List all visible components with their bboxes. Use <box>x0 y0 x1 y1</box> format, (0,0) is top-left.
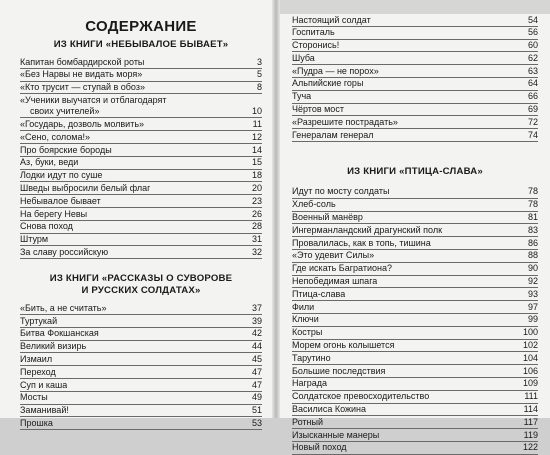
toc-entry <box>20 131 262 144</box>
toc-entry-title-line: «Бить, а не считать» <box>20 302 107 313</box>
toc-entry-title-line: Великий визирь <box>20 341 87 352</box>
toc-entry-page: 42 <box>251 328 262 339</box>
toc-entry <box>292 352 538 365</box>
toc-entry-title-line: Изысканные манеры <box>292 429 380 440</box>
toc-entry <box>292 301 538 314</box>
toc-entry-title-line: «Сено, солома!» <box>20 131 90 142</box>
toc-entry <box>20 353 262 366</box>
book-gutter <box>272 0 280 418</box>
toc-entry <box>20 195 262 208</box>
toc-entry <box>20 82 262 95</box>
toc-entry <box>20 221 262 234</box>
toc-entry <box>292 91 538 104</box>
toc-entry <box>20 170 262 183</box>
toc-entry-page: 12 <box>251 131 262 142</box>
toc-entry-title <box>292 340 394 351</box>
toc-entry-title-line: Шведы выбросили белый флаг <box>20 182 151 193</box>
book1-list <box>20 56 262 259</box>
toc-entry-title <box>20 392 48 403</box>
toc-entry-page: 5 <box>256 69 262 80</box>
toc-entry-page: 114 <box>523 404 538 415</box>
book2-heading-line2: И РУССКИХ СОЛДАТАХ» <box>81 285 201 297</box>
toc-entry <box>292 104 538 117</box>
toc-entry-title <box>20 183 150 194</box>
toc-entry-title-line: Про боярские бороды <box>20 144 112 155</box>
toc-entry-title-line: Измаил <box>20 353 53 364</box>
toc-entry <box>292 391 538 404</box>
toc-entry <box>20 182 262 195</box>
toc-entry-title <box>20 405 69 416</box>
toc-entry-page: 11 <box>252 118 262 129</box>
toc-entry-title-line: Шуба <box>292 52 315 63</box>
toc-entry <box>20 328 262 341</box>
toc-entry-title-line: Альпийские горы <box>292 78 364 89</box>
toc-entry-title-line: На берегу Невы <box>20 208 88 219</box>
toc-entry-page: 28 <box>251 221 262 232</box>
toc-entry-page: 63 <box>527 65 538 76</box>
toc-entry-page: 47 <box>251 379 262 390</box>
book2-list <box>20 302 262 430</box>
right-page <box>280 0 550 453</box>
toc-entry-title-line: Военный манёвр <box>292 212 363 223</box>
toc-entry-title-line: Награда <box>292 378 328 389</box>
toc-entry-title <box>20 145 112 156</box>
toc-entry <box>292 314 538 327</box>
toc-entry-title <box>292 212 363 223</box>
toc-entry <box>292 116 538 129</box>
toc-entry-page: 109 <box>522 378 538 389</box>
toc-entry <box>292 212 538 225</box>
toc-entry-title <box>292 417 323 428</box>
toc-entry-page: 8 <box>256 82 262 93</box>
toc-entry-page: 20 <box>251 182 262 193</box>
toc-entry-title <box>20 209 87 220</box>
book3-list <box>292 186 538 455</box>
toc-entry-title <box>20 234 48 245</box>
toc-entry <box>20 379 262 392</box>
toc-entry <box>292 78 538 91</box>
toc-entry-page: 49 <box>251 392 262 403</box>
toc-entry-page: 14 <box>251 144 262 155</box>
toc-entry <box>292 40 538 53</box>
toc-entry-page: 93 <box>527 288 538 299</box>
toc-entry-title-line: Туча <box>292 91 312 102</box>
toc-entry-title <box>292 442 347 453</box>
toc-entry-title-line: Генералам генерал <box>292 129 374 140</box>
toc-entry <box>20 157 262 170</box>
toc-entry-title <box>20 57 144 68</box>
toc-entry-title-line: Мосты <box>20 392 48 403</box>
toc-entry-page: 39 <box>251 315 262 326</box>
toc-entry-title-line: Ключи <box>292 314 319 325</box>
toc-entry-page: 99 <box>527 314 538 325</box>
toc-entry-title-line: Новый поход <box>292 442 347 453</box>
toc-entry-page: 44 <box>251 341 262 352</box>
toc-entry <box>292 224 538 237</box>
toc-entry-page: 122 <box>522 442 538 453</box>
toc-entry <box>292 327 538 340</box>
toc-entry-title-line: Сторонись! <box>292 40 340 51</box>
toc-entry-page: 23 <box>251 195 262 206</box>
toc-entry-title-line: «Ученики выучатся и отблагодарят <box>20 94 167 105</box>
toc-entry-title <box>20 82 145 93</box>
toc-entry <box>292 276 538 289</box>
book2-heading-line1: ИЗ КНИГИ «РАССКАЗЫ О СУВОРОВЕ <box>49 273 233 285</box>
toc-entry-title <box>292 27 335 38</box>
toc-entry-page: 56 <box>527 27 538 38</box>
toc-entry <box>20 315 262 328</box>
toc-entry-page: 15 <box>251 157 262 168</box>
toc-entry-page: 60 <box>527 40 538 51</box>
toc-entry <box>292 199 538 212</box>
toc-entry-title <box>20 380 67 391</box>
toc-entry-title-line: «Разрешите пострадать» <box>292 116 398 127</box>
toc-entry-title-line: Где искать Багратиона? <box>292 263 392 274</box>
toc-entry-title <box>20 354 52 365</box>
toc-entry <box>20 392 262 405</box>
toc-entry <box>292 237 538 250</box>
toc-entry-page: 78 <box>527 199 538 210</box>
toc-entry-title-line: Чёртов мост <box>292 104 344 115</box>
book3-heading: ИЗ КНИГИ «ПТИЦА-СЛАВА» <box>347 165 483 177</box>
toc-entry-title <box>292 40 339 51</box>
toc-entry-page: 86 <box>527 237 538 248</box>
toc-entry-title-line: Суп и каша <box>20 379 68 390</box>
toc-entry-title <box>20 196 101 207</box>
toc-entry <box>292 52 538 65</box>
toc-entry-title <box>292 391 429 402</box>
toc-entry <box>292 340 538 353</box>
toc-entry-title <box>20 303 107 314</box>
toc-entry-title-line: Птица-слава <box>292 288 346 299</box>
toc-entry <box>292 129 538 142</box>
toc-entry-title-line: «Кто трусит — ступай в обоз» <box>20 82 145 93</box>
toc-entry <box>20 302 262 315</box>
toc-entry <box>20 144 262 157</box>
toc-entry-title <box>292 130 374 141</box>
toc-entry-page: 31 <box>251 234 262 245</box>
toc-entry-title <box>292 430 379 441</box>
toc-entry-page: 32 <box>251 246 262 257</box>
toc-entry <box>292 416 538 429</box>
book2-heading <box>20 273 262 297</box>
toc-entry-title-line: Хлеб-соль <box>292 199 336 210</box>
toc-entry <box>292 263 538 276</box>
toc-entry-title-line: Аз, буки, веди <box>20 157 79 168</box>
toc-entry-title-line: Настоящий солдат <box>292 14 371 25</box>
toc-entry-title-line: Идут по мосту солдаты <box>292 186 390 197</box>
toc-entry-title <box>20 418 53 429</box>
toc-entry-page: 104 <box>522 352 538 363</box>
toc-entry-title <box>292 78 363 89</box>
toc-entry-title <box>292 353 331 364</box>
toc-entry-title-line: Костры <box>292 327 323 338</box>
toc-entry-title-line: Битва Фокшанская <box>20 328 99 339</box>
toc-entry-title <box>292 404 366 415</box>
toc-entry-page: 47 <box>251 366 262 377</box>
toc-entry-title <box>292 53 315 64</box>
toc-entry-page: 88 <box>527 250 538 261</box>
toc-entry <box>20 246 262 259</box>
toc-entry-title <box>292 276 377 287</box>
toc-entry-title-line: Непобедимая шпага <box>292 276 378 287</box>
toc-entry <box>20 234 262 247</box>
toc-entry-title <box>292 378 327 389</box>
toc-entry-title-line: Большие последствия <box>292 365 386 376</box>
toc-entry-title-line: своих учителей» <box>30 106 100 117</box>
toc-entry-page: 90 <box>527 263 538 274</box>
toc-entry-title <box>20 247 108 258</box>
toc-entry-page: 81 <box>527 212 538 223</box>
toc-entry-title-line: Штурм <box>20 234 49 245</box>
toc-entry-title-line: Переход <box>20 366 56 377</box>
toc-entry-page: 119 <box>523 429 538 440</box>
toc-entry-title <box>292 302 314 313</box>
toc-entry-page: 37 <box>251 302 262 313</box>
toc-entry-page: 45 <box>251 353 262 364</box>
toc-entry <box>292 429 538 442</box>
toc-entry <box>292 442 538 455</box>
toc-entry-title <box>292 91 311 102</box>
toc-entry-title <box>292 327 322 338</box>
toc-entry-page: 51 <box>251 405 262 416</box>
toc-entry-title-line: Капитан бомбардирской роты <box>20 56 145 67</box>
toc-entry-page: 64 <box>527 78 538 89</box>
contents-title: СОДЕРЖАНИЕ <box>85 18 197 35</box>
toc-entry <box>20 69 262 82</box>
toc-entry-title-line: «Государь, дозволь молвить» <box>20 118 145 129</box>
toc-entry <box>292 65 538 78</box>
toc-entry-title <box>292 199 336 210</box>
left-page <box>0 0 272 428</box>
toc-entry-page: 78 <box>527 186 538 197</box>
toc-entry-page: 26 <box>251 208 262 219</box>
toc-entry-page: 74 <box>527 129 538 140</box>
page-header-strip <box>280 0 550 14</box>
toc-entry-title <box>292 263 392 274</box>
toc-entry-title <box>292 314 319 325</box>
toc-entry-page: 117 <box>523 416 538 427</box>
toc-entry <box>292 27 538 40</box>
toc-entry-title-line: Провалилась, как в топь, тишина <box>292 237 431 248</box>
toc-entry-title-line: Небывалое бывает <box>20 195 101 206</box>
toc-entry-title-line: Заманивай! <box>20 405 69 416</box>
toc-entry-page: 3 <box>256 56 262 67</box>
toc-entry <box>292 14 538 27</box>
toc-entry-title <box>292 15 371 26</box>
toc-entry-title <box>20 157 78 168</box>
toc-entry-page: 10 <box>251 106 262 117</box>
toc-entry-page: 18 <box>251 170 262 181</box>
toc-entry-title <box>292 117 398 128</box>
toc-entry-title <box>20 367 56 378</box>
toc-entry-title-line: Ротный <box>292 416 324 427</box>
toc-entry-title-line: Ингерманландский драгунский полк <box>292 224 443 235</box>
toc-entry <box>20 208 262 221</box>
toc-entry-page: 62 <box>527 52 538 63</box>
toc-entry <box>20 341 262 354</box>
toc-entry <box>20 417 262 430</box>
toc-entry-page: 97 <box>527 301 538 312</box>
toc-entry-title <box>20 170 102 181</box>
toc-entry-title-line: «Пудра — не порох» <box>292 65 379 76</box>
toc-entry-title-line: Фили <box>292 301 315 312</box>
toc-entry-title-line: Госпиталь <box>292 27 335 38</box>
toc-entry <box>20 56 262 69</box>
toc-entry <box>292 186 538 199</box>
toc-entry-page: 83 <box>527 224 538 235</box>
toc-entry-title-line: Туртукай <box>20 315 58 326</box>
toc-entry-page: 69 <box>527 104 538 115</box>
toc-entry-title <box>292 225 442 236</box>
toc-entry-page: 102 <box>522 340 538 351</box>
toc-entry <box>20 118 262 131</box>
toc-entry-page: 54 <box>527 14 538 25</box>
toc-entry-title <box>292 250 374 261</box>
toc-entry-page: 92 <box>527 276 538 287</box>
toc-entry-title <box>292 104 344 115</box>
toc-entry <box>292 404 538 417</box>
toc-entry <box>292 250 538 263</box>
toc-entry-title <box>20 119 144 130</box>
toc-entry-title <box>292 366 385 377</box>
toc-entry-title <box>20 132 90 143</box>
toc-entry-title-line: Солдатское превосходительство <box>292 391 430 402</box>
toc-entry-title <box>20 316 57 327</box>
toc-entry-title-line: Морем огонь колышется <box>292 340 395 351</box>
toc-entry-title-line: Тарутино <box>292 352 331 363</box>
toc-entry <box>20 405 262 418</box>
toc-entry-title-line: Лодки идут по суше <box>20 170 103 181</box>
toc-entry-title <box>20 69 142 80</box>
toc-entry-title <box>20 221 73 232</box>
right-top-list <box>292 14 538 142</box>
toc-entry-title-line: За славу российскую <box>20 246 109 257</box>
toc-entry-page: 106 <box>522 365 538 376</box>
toc-entry-title <box>20 95 167 118</box>
toc-entry-page: 53 <box>251 417 262 428</box>
toc-entry-title <box>20 341 86 352</box>
toc-entry <box>292 288 538 301</box>
toc-entry <box>292 378 538 391</box>
toc-entry-title-line: «Без Нарвы не видать моря» <box>20 69 143 80</box>
toc-entry <box>20 94 262 118</box>
toc-entry-page: 111 <box>524 391 538 402</box>
toc-entry-page: 100 <box>522 327 538 338</box>
toc-entry-title-line: Снова поход <box>20 221 73 232</box>
toc-entry-title <box>292 238 431 249</box>
toc-entry-title <box>20 328 99 339</box>
toc-entry-page: 72 <box>527 116 538 127</box>
toc-entry-title-line: «Это удевит Силы» <box>292 250 375 261</box>
toc-entry-title <box>292 289 345 300</box>
toc-entry-title <box>292 186 389 197</box>
toc-entry-page: 66 <box>527 91 538 102</box>
toc-entry-title <box>292 66 379 77</box>
toc-entry <box>20 366 262 379</box>
book1-heading: ИЗ КНИГИ «НЕБЫВАЛОЕ БЫВАЕТ» <box>53 39 229 50</box>
toc-entry-title-line: Прошка <box>20 417 53 428</box>
toc-entry <box>292 365 538 378</box>
toc-entry-title-line: Василиса Кожина <box>292 404 366 415</box>
